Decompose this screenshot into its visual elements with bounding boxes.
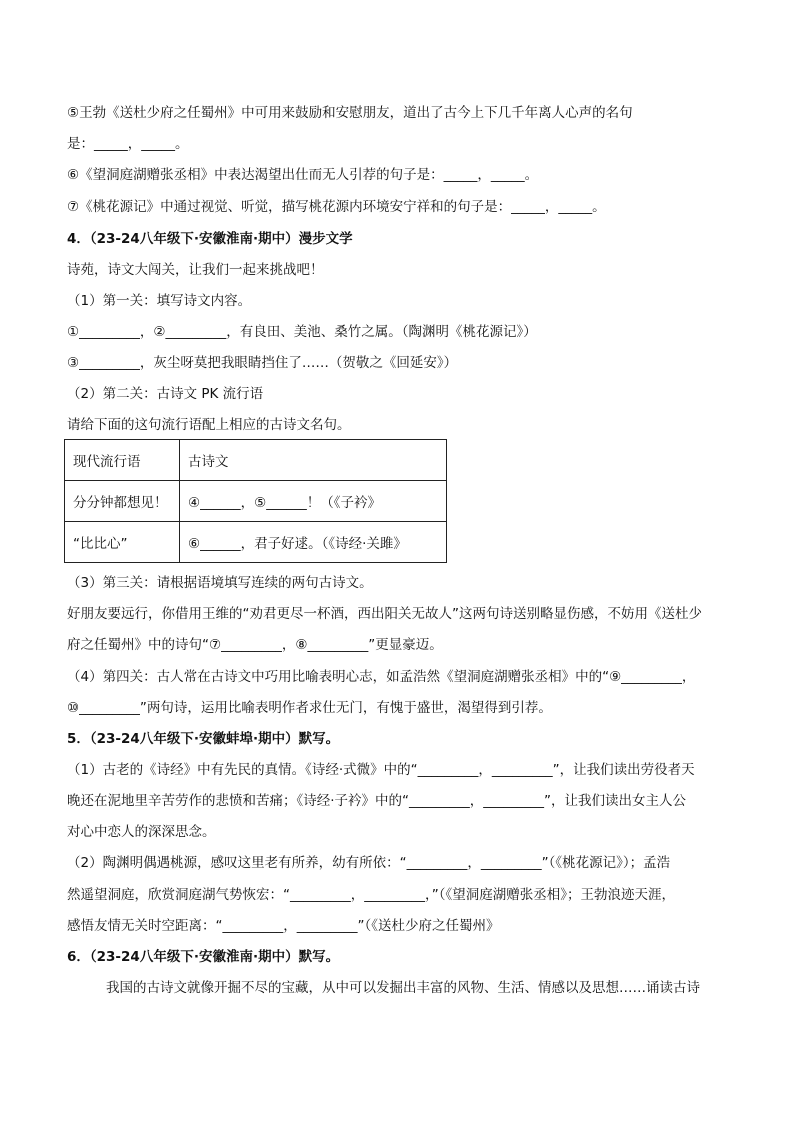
question-text: 感悟友情无关时空距离：“_________，_________”（《送杜少府之任蜀州》 xyxy=(67,918,500,934)
question-text: 晚还在泥地里辛苦劳作的悲愤和苦痛；《诗经·子衿》中的“_________，_________”，让我们读出女主人公 xyxy=(67,793,687,809)
poem-table xyxy=(64,439,447,563)
question-text: （4）第四关：古人常在古诗文中巧用比喻表明心志，如孟浩然《望洞庭湖赠张丞相》中的“⑨_________， xyxy=(67,669,696,685)
table-row xyxy=(65,440,447,481)
question-text: 我国的古诗文就像开掘不尽的宝藏，从中可以发掘出丰富的风物、生活、情感以及思想……诵读古诗 xyxy=(106,980,700,996)
question-text: 然遥望洞庭，欣赏洞庭湖气势恢宏：“_________，_________，”（《望洞庭湖赠张丞相》；王勃浪迹天涯， xyxy=(67,887,675,903)
table-cell: 分分钟都想见！ xyxy=(65,481,180,522)
question-heading: 6．（23-24八年级下·安徽淮南·期中）默写。 xyxy=(67,949,340,965)
question-text: 诗苑，诗文大闯关，让我们一起来挑战吧！ xyxy=(67,262,324,278)
question-text: 府之任蜀州》中的诗句“⑦_________，⑧_________”更显豪迈。 xyxy=(67,637,443,653)
question-text: （2）陶渊明偶遇桃源，感叹这里老有所养，幼有所依：“_________，_________”（《桃花源记》）；孟浩 xyxy=(67,855,671,871)
question-heading: 5．（23-24八年级下·安徽蚌埠·期中）默写。 xyxy=(67,731,340,747)
table-row xyxy=(65,522,447,563)
table-cell: “比比心” xyxy=(65,522,180,563)
question-text: （1）第一关：填写诗文内容。 xyxy=(67,293,252,309)
table-header-cell: 古诗文 xyxy=(180,440,447,481)
question-text: ⑤王勃《送杜少府之任蜀州》中可用来鼓励和安慰朋友，道出了古今上下几千年离人心声的名句 xyxy=(67,105,633,121)
question-text: （1）古老的《诗经》中有先民的真情。《诗经·式微》中的“_________，_________”，让我们读出劳役者天 xyxy=(67,762,695,778)
question-text: ⑥《望洞庭湖赠张丞相》中表达渴望出仕而无人引荐的句子是：_____，_____。 xyxy=(67,167,539,183)
question-text: ⑦《桃花源记》中通过视觉、听觉，描写桃花源内环境安宁祥和的句子是：_____，_____。 xyxy=(67,199,606,215)
question-text: （3）第三关：请根据语境填写连续的两句古诗文。 xyxy=(67,575,373,591)
question-text: ③_________，灰尘呀莫把我眼睛挡住了……（贺敬之《回延安》） xyxy=(67,355,458,371)
table-cell: ④______，⑤______！（《子衿》 xyxy=(180,481,447,522)
table-row xyxy=(65,481,447,522)
table-header-cell: 现代流行语 xyxy=(65,440,180,481)
question-text: 对心中恋人的深深思念。 xyxy=(67,824,216,840)
question-text: 是：_____，_____。 xyxy=(67,136,189,152)
question-text: ①_________，②_________，有良田、美池、桑竹之属。（陶渊明《桃花源记》） xyxy=(67,324,537,340)
question-text: ⑩_________”两句诗，运用比喻表明作者求仕无门，有愧于盛世，渴望得到引荐。 xyxy=(67,700,552,716)
question-text: 好朋友要远行，你借用王维的“劝君更尽一杯酒，西出阳关无故人”这两句诗送别略显伤感，不妨用《送杜少 xyxy=(67,606,702,622)
table-cell: ⑥______，君子好逑。（《诗经·关雎》 xyxy=(180,522,447,563)
question-text: （2）第二关：古诗文 PK 流行语 xyxy=(67,386,264,402)
question-text: 请给下面的这句流行语配上相应的古诗文名句。 xyxy=(67,417,351,433)
question-heading: 4．（23-24八年级下·安徽淮南·期中）漫步文学 xyxy=(67,231,353,247)
